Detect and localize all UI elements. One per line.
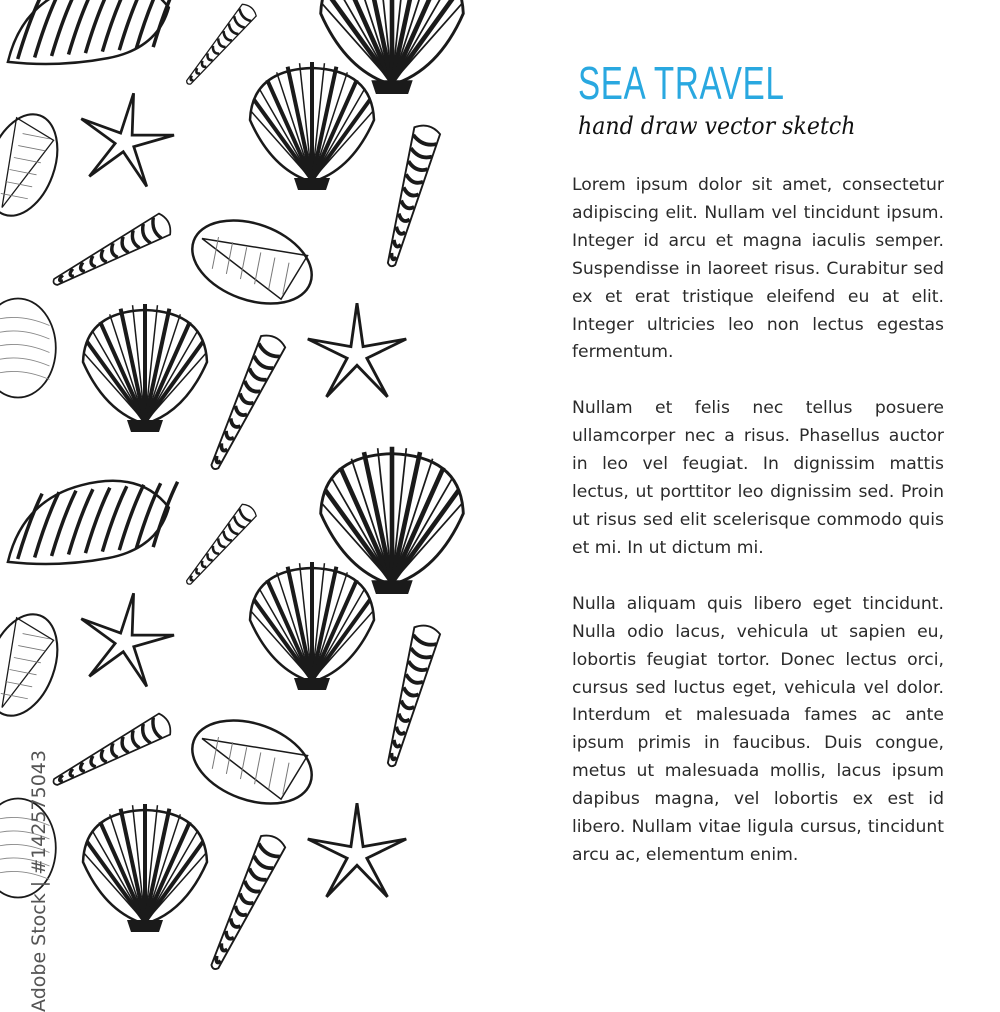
paragraph-1: Lorem ipsum dolor sit amet, consectetur adipiscing elit. Nullam vel tincidunt ipsum. Integer id arcu et magna iaculis semper. Suspendisse in laoreet risus. Curabitur sed ex et erat tristique eleifend eu at elit. Integer ultricies leo non lectus egestas fermentum.	[572, 175, 944, 363]
starfish	[72, 585, 180, 690]
spiral-shell	[202, 832, 287, 975]
page-subtitle: hand draw vector sketch	[578, 112, 856, 140]
scallop-shell	[250, 562, 374, 690]
body-text	[572, 172, 944, 898]
scallop-shell	[83, 804, 207, 932]
spiral-shell	[202, 332, 287, 475]
starfish	[72, 85, 180, 190]
spiral-shell	[378, 123, 441, 270]
cone-shell	[0, 104, 70, 225]
round-shell	[0, 299, 56, 398]
oyster-shell	[2, 0, 184, 68]
spiral-shell	[181, 2, 259, 90]
paragraph-2: Nullam et felis nec tellus posuere ullamcorper nec a risus. Phasellus auctor in leo vel feugiat. In dignissim mattis lectus, ut porttitor leo dignissim sed. Proin ut risus sed elit scelerisque commodo quis et mi. In ut dictum mi.	[572, 398, 944, 558]
scallop-shell	[83, 304, 207, 432]
oyster-shell	[2, 475, 184, 569]
spiral-shell	[48, 212, 174, 294]
starfish	[308, 803, 406, 897]
scallop-shell	[250, 62, 374, 190]
page-title: SEA TRAVEL	[578, 57, 785, 109]
cone-shell	[0, 604, 70, 725]
spiral-shell	[378, 623, 441, 770]
watermark: Adobe Stock | #142575043	[27, 750, 50, 1012]
paragraph-3: Nulla aliquam quis libero eget tincidunt. Nulla odio lacus, vehicula ut sapien eu, lobortis feugiat tortor. Donec lectus orci, cursus sed luctus eget, vehicula vel dolor. Interdum et malesuada fames ac ante ipsum primis in faucibus. Duis congue, metus ut malesuada mollis, lacus ipsum dapibus magna, vel lobortis ex est id libero. Nullam vitae ligula cursus, tincidunt arcu ac, elementum enim.	[572, 593, 944, 865]
spiral-shell	[48, 712, 174, 794]
cone-shell	[181, 205, 324, 319]
cone-shell	[181, 705, 324, 819]
starfish	[308, 303, 406, 397]
spiral-shell	[181, 502, 259, 590]
